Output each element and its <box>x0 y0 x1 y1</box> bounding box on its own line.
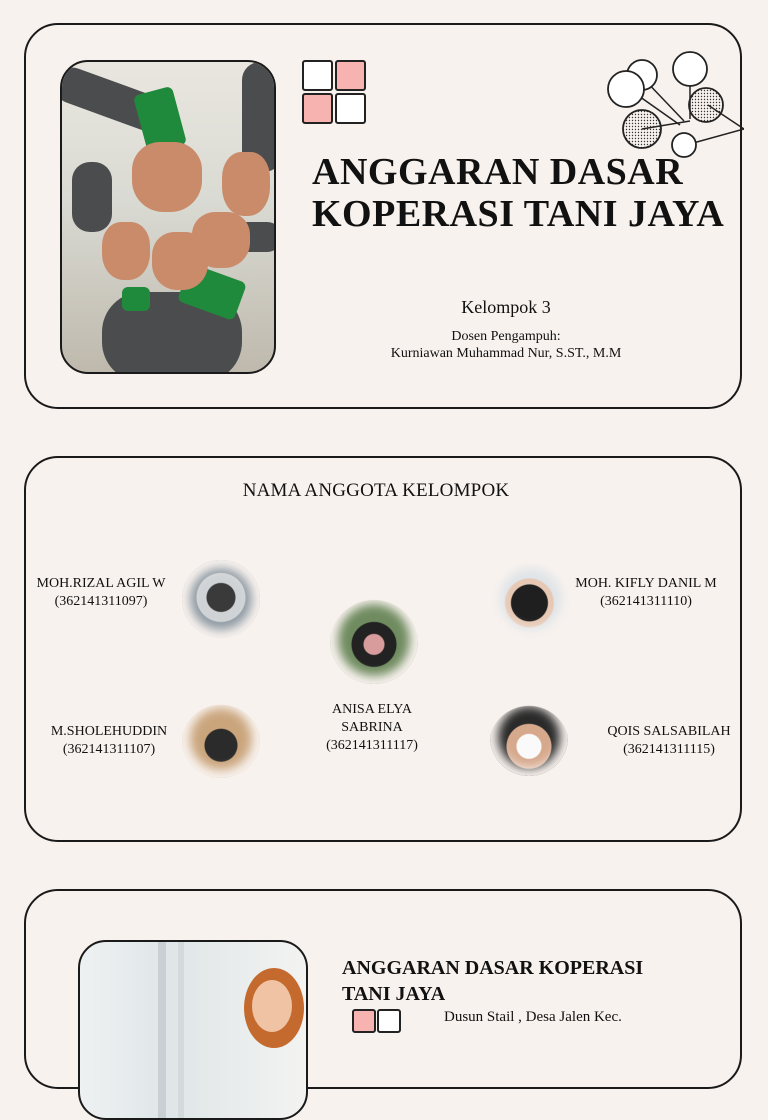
third-card <box>24 889 742 1089</box>
group-label: Kelompok 3 <box>461 297 551 317</box>
member-photo-sholehuddin <box>182 700 260 778</box>
hero-photo-hands-together <box>60 60 276 374</box>
balloons-icon <box>604 47 744 159</box>
members-card <box>24 456 742 842</box>
address-text: Dusun Stail , Desa Jalen Kec. <box>444 1009 622 1025</box>
member-name-kifly: MOH. KIFLY DANIL M (362141311110) <box>575 576 717 609</box>
member-photo-anisa <box>330 596 418 684</box>
lecturer-name: Kurniawan Muhammad Nur, S.ST., M.M <box>390 346 622 361</box>
member-photo-rizal <box>182 560 260 638</box>
member-name-sholehuddin: M.SHOLEHUDDIN (362141311107) <box>50 724 168 757</box>
lecturer-label: Dosen Pengampuh: <box>451 329 561 344</box>
third-title: ANGGARAN DASAR KOPERASI TANI JAYA <box>342 957 644 1005</box>
puzzle-icon <box>302 60 368 126</box>
member-name-qois: QOIS SALSABILAH (362141311115) <box>607 724 731 757</box>
third-photo-woman <box>78 940 308 1120</box>
member-photo-kifly <box>492 560 570 638</box>
cover-card <box>24 23 742 409</box>
member-photo-qois <box>490 698 568 776</box>
member-name-anisa: ANISA ELYA SABRINA (362141311117) <box>326 702 418 753</box>
member-name-rizal: MOH.RIZAL AGIL W (362141311097) <box>36 576 166 609</box>
members-section-title: NAMA ANGGOTA KELOMPOK <box>242 480 510 501</box>
puzzle-icon-small <box>352 1009 402 1059</box>
cover-title: ANGGARAN DASAR KOPERASI TANI JAYA <box>312 151 725 235</box>
